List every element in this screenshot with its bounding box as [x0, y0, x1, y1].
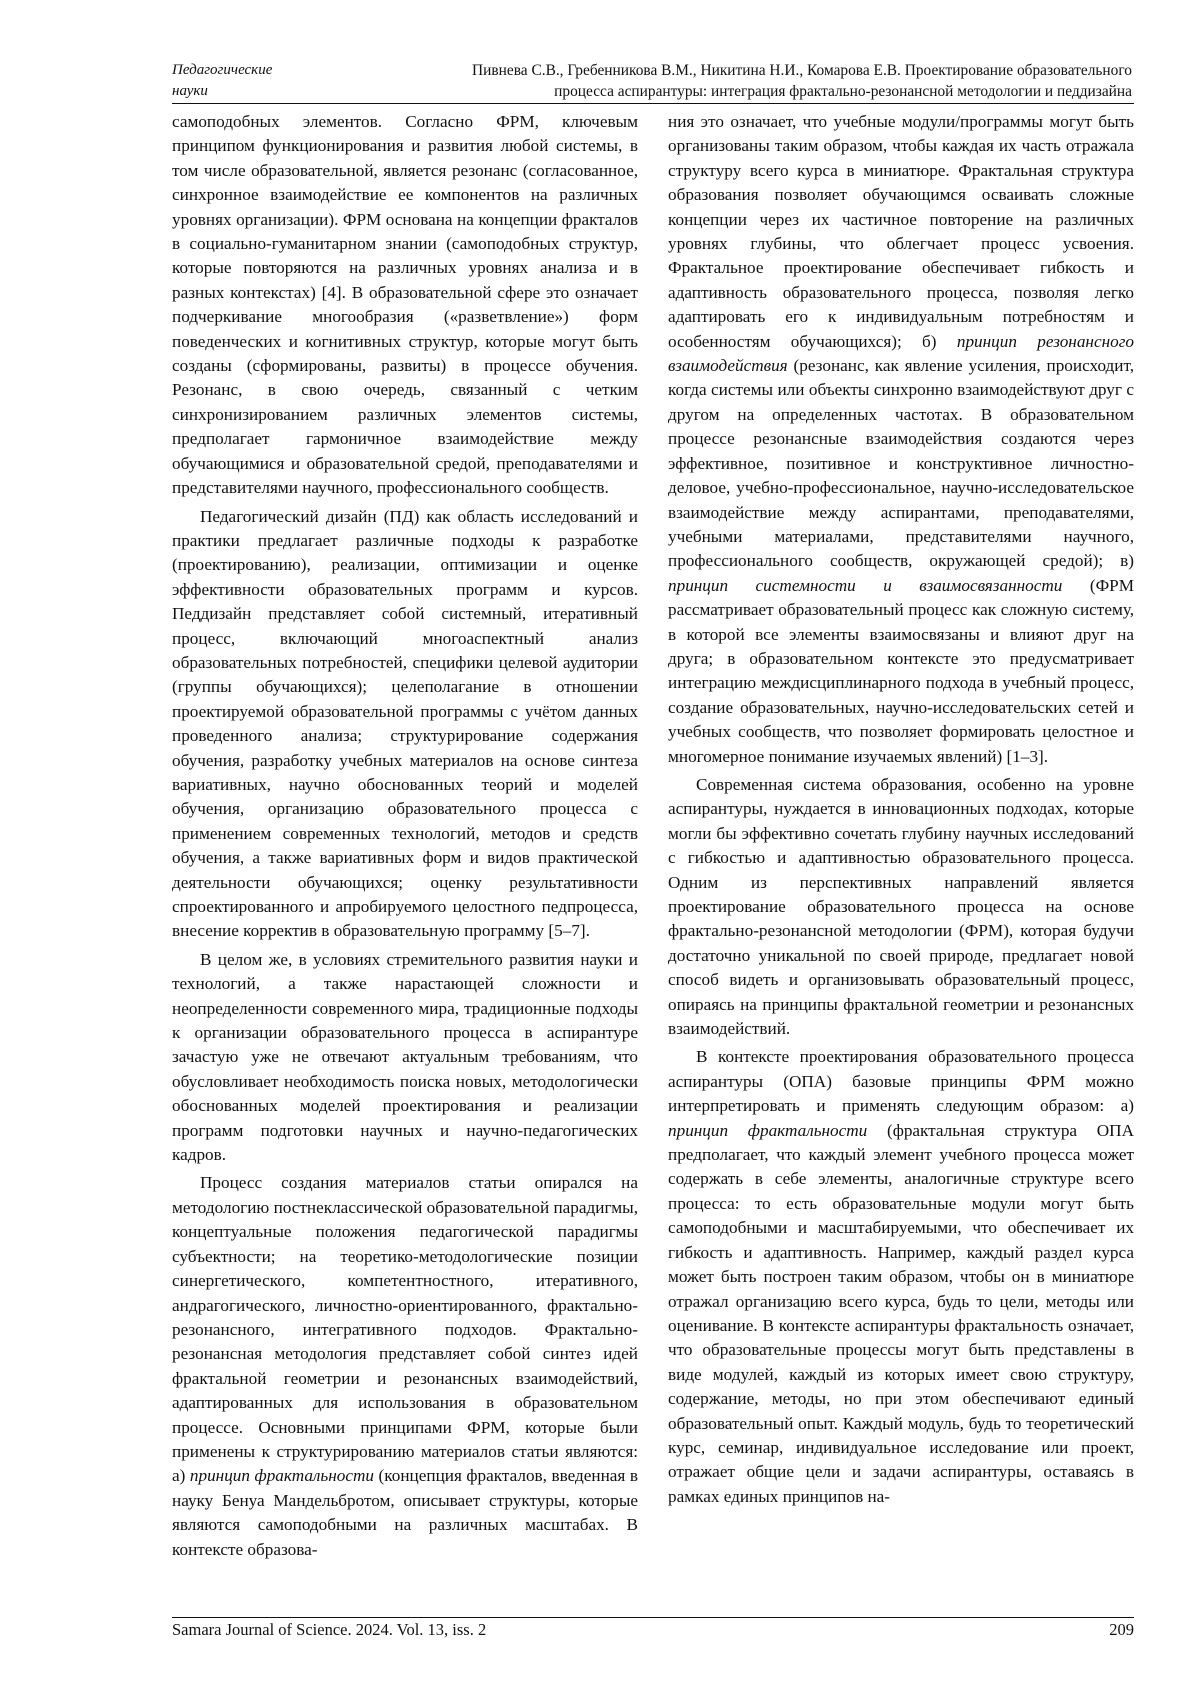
paragraph: [172, 1171, 638, 1562]
title-line-2: процесса аспирантуры: интеграция фрактально-резонансной методологии и педдизайна: [554, 83, 1132, 100]
text-run: (резонанс, как явление усиления, происходит, когда системы или объекты синхронно взаимодействуют друг с другом на определенных частотах. В образовательном процессе резонансные взаимодействия создаются через эффективное, позитивное и конструктивное личностно-деловое, учебно-профессиональное, научно-исследовательское взаимодействие между аспирантами, преподавателями, учебными материалами, представителями научного, профессионального сообществ, окружающей средой); в): [668, 356, 1134, 571]
running-header: [172, 60, 1132, 104]
title-line-1: Пивнева С.В., Гребенникова В.М., Никитина Н.И., Комарова Е.В. Проектирование образовательного: [472, 62, 1132, 79]
text-run: ния это означает, что учебные модули/программы могут быть организованы таким образом, чтобы каждая их часть отражала структуру всего курса в миниатюре. Фрактальная структура образования позволяет обучающимся осваивать сложные концепции через их частичное повторение на различных уровнях глубины, что облегчает процесс усвоения. Фрактальное проектирование обеспечивает гибкость и адаптивность образовательного процесса, позволяя легко адаптировать его к индивидуальным потребностям и особенностям обучающихся); б): [668, 112, 1134, 351]
text-run: (концепция фракталов, введенная в науку Бенуа Мандельбротом, описывает структуры, которые являются самоподобными на различных масштабах. В контексте образова-: [172, 1466, 638, 1559]
italic-term: принцип резонансного взаимодействия: [668, 331, 1134, 376]
paragraph: самоподобных элементов. Согласно ФРМ, ключевым принципом функционирования и развития любой системы, в том числе образовательной, является резонанс (согласованное, синхронное взаимодействие ее компонентов на различных уровнях организации). ФРМ основана на концепции фракталов в социально-гуманитарном знании (самоподобных структур, которые повторяются на различных уровнях анализа и в разных контекстах) [4]. В образовательной сфере это означает подчеркивание многообразия («разветвление») форм поведенческих и когнитивных структур, которые могут быть созданы (сформированы, развиты) в процессе обучения. Резонанс, в свою очередь, связанный с четким синхронизированием различных элементов системы, предполагает гармоничное взаимодействие между обучающимися и образовательной средой, преподавателями и представителями научного, профессионального сообществ.: [172, 112, 638, 498]
journal-citation: Samara Journal of Science. 2024. Vol. 13, iss. 2: [172, 1620, 487, 1639]
text-run: В контексте проектирования образовательного процесса аспирантуры (ОПА) базовые принципы ФРМ можно интерпретировать и применять следующим образом: а): [668, 1047, 1134, 1116]
paragraph: Современная система образования, особенно на уровне аспирантуры, нуждается в инновационных подходах, которые могли бы эффективно сочетать глубину научных исследований с гибкостью и адаптивностью образовательного процесса. Одним из перспективных направлений является проектирование образовательного процесса на основе фрактально-резонансной методологии (ФРМ), которая будучи достаточно уникальной по своей природе, предлагает новой способ видеть и организовывать образовательный процесс, опираясь на принципы фрактальной геометрии и резонансных взаимодействий.: [668, 774, 1134, 1039]
paragraph: [668, 110, 1134, 769]
section-line-2: науки: [172, 83, 208, 99]
journal-section: [172, 60, 272, 102]
italic-term: принцип фрактальности: [668, 1120, 868, 1140]
page-number: 209: [1109, 1620, 1134, 1639]
header-rule: [172, 103, 1134, 104]
text-run: Процесс создания материалов статьи опирался на методологию постнеклассической образовательной парадигмы, концептуальные положения педагогической парадигмы субъектности; на теоретико-методологические позиции синергетического, компетентностного, итеративного, андрагогического, личностно-ориентированного, фрактально-резонансного, интегративного подходов. Фрактально-резонансная методология представляет собой синтез идей фрактальной геометрии и резонансных взаимодействий, адаптированных для использования в образовательном процессе. Основными принципами ФРМ, которые были применены к структурированию материалов статьи являются: а): [172, 1173, 638, 1486]
paragraph: [668, 1045, 1134, 1509]
italic-term: принцип фрактальности: [189, 1466, 375, 1486]
paragraph: В целом же, в условиях стремительного развития науки и технологий, а также нарастающей сложности и неопределенности современного мира, традиционные подходы к организации образовательного процесса в аспирантуре зачастую уже не отвечают актуальным требованиям, что обусловливает необходимость поиска новых, методологически обоснованных моделей проектирования и реализации программ подготовки научных и научно-педагогических кадров.: [172, 949, 638, 1165]
text-run: (ФРМ рассматривает образовательный процесс как сложную систему, в которой все элементы взаимосвязаны и влияют друг на друга; в образовательном контексте это предусматривает интеграцию междисциплинарного подхода в учебный процесс, создание образовательных, научно-исследовательских сетей и учебных сообществ, что позволяет формировать целостное и многомерное понимание изучаемых явлений) [1–3].: [668, 575, 1134, 766]
paragraph: Педагогический дизайн (ПД) как область исследований и практики предлагает различные подходы к разработке (проектированию), реализации, оптимизации и оценке эффективности образовательных программ и курсов. Педдизайн представляет собой системный, итеративный процесс, включающий многоаспектный анализ образовательных потребностей, специфики целевой аудитории (группы обучающихся); целеполагание в отношении проектируемой образовательной программы с учётом данных проведенного анализа; структурирование содержания обучения, разработку учебных материалов на основе синтеза вариативных, научно обоснованных теорий и моделей обучения, организацию образовательного процесса с применением современных технологий, методов и средств обучения, а также вариативных форм и видов практической деятельности обучающихся; оценку результативности спроектированного и апробируемого целостного педпроцесса, внесение корректив в образовательную программу [5–7].: [172, 506, 638, 941]
italic-term: принцип системности и взаимосвязанности: [668, 575, 1063, 595]
text-run: (фрактальная структура ОПА предполагает, что каждый элемент учебного процесса может содержать в себе элементы, аналогичные структуре всего процесса: то есть образовательные модули могут быть самоподобными и масштабируемыми, что обеспечивает их гибкость и адаптивность. Например, каждый раздел курса может быть построен таким образом, чтобы он в миниатюре отражал организацию всего курса, будь то цели, методы или оценивание. В контексте аспирантуры фрактальность означает, что образовательные процессы могут быть представлены в виде модулей, каждый из которых имеет свою структуру, содержание, методы, но при этом обеспечивают единый образовательный опыт. Каждый модуль, будь то теоретический курс, семинар, индивидуальное исследование или проект, отражает общие цели и задачи аспирантуры, оставаясь в рамках единых принципов на-: [668, 1120, 1134, 1506]
left-column: [172, 110, 638, 1562]
right-column: [668, 110, 1134, 1509]
footer-rule: [172, 1617, 1134, 1618]
article-title: [330, 60, 1132, 102]
section-line-1: Педагогические: [172, 62, 273, 78]
